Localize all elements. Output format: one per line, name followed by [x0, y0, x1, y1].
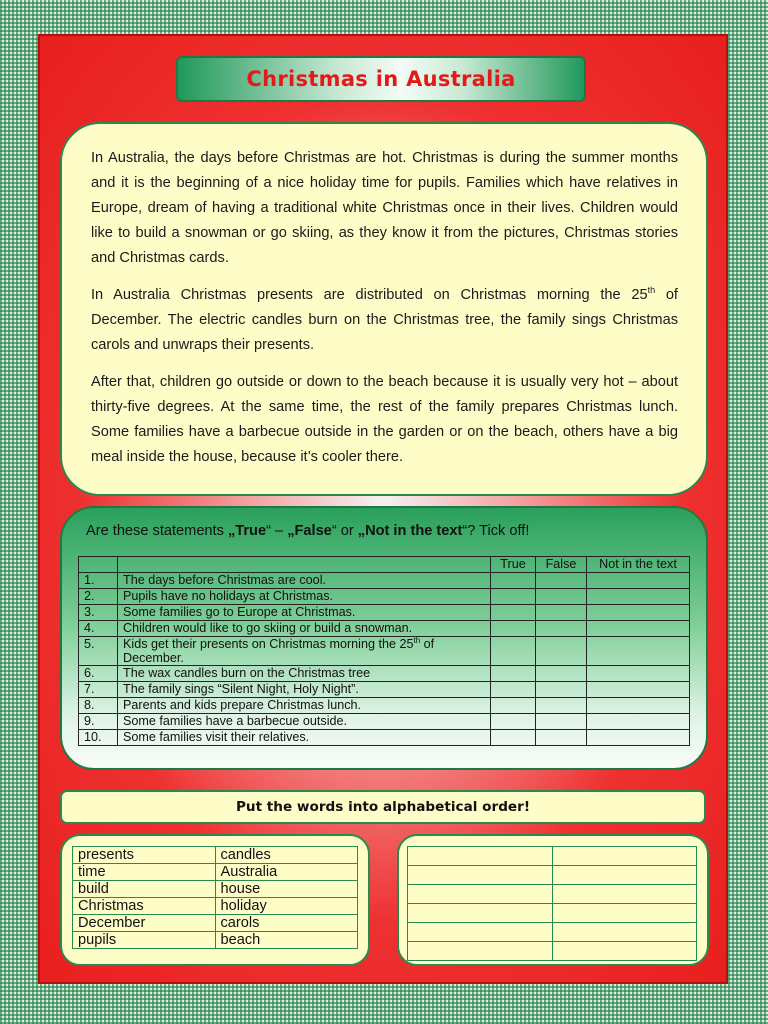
word-cell: holiday: [215, 898, 358, 915]
row-number: 3.: [79, 605, 118, 621]
quiz-sep-1: “ –: [266, 523, 288, 539]
quiz-sep-2: “ or: [331, 523, 358, 539]
false-cell[interactable]: [536, 637, 587, 666]
table-row: [79, 730, 690, 746]
row-statement: Some families go to Europe at Christmas.: [118, 605, 491, 621]
word-cell: Christmas: [73, 898, 216, 915]
reading-text-box: [60, 122, 708, 496]
answer-cell[interactable]: [408, 847, 553, 866]
answer-cell[interactable]: [552, 847, 697, 866]
row-statement: Parents and kids prepare Christmas lunch.: [118, 698, 491, 714]
table-row: [79, 714, 690, 730]
word-row: [73, 932, 358, 949]
answer-row: [408, 942, 697, 961]
not-in-text-cell[interactable]: [587, 637, 690, 666]
not-in-text-cell[interactable]: [587, 573, 690, 589]
page-title: Christmas in Australia: [246, 67, 516, 91]
alphabetical-instruction: Put the words into alphabetical order!: [235, 799, 531, 815]
word-cell: Australia: [215, 864, 358, 881]
word-cell: December: [73, 915, 216, 932]
paragraph-2-superscript: th: [647, 285, 656, 296]
answer-cell[interactable]: [408, 866, 553, 885]
alphabetical-instruction-banner: [60, 790, 706, 824]
row-statement: Pupils have no holidays at Christmas.: [118, 589, 491, 605]
not-in-text-cell[interactable]: [587, 714, 690, 730]
quiz-instruction-start: Are these statements: [86, 523, 228, 539]
not-in-text-cell[interactable]: [587, 605, 690, 621]
row-number: 1.: [79, 573, 118, 589]
answer-row: [408, 847, 697, 866]
word-row: [73, 847, 358, 864]
paragraph-2-end: of December. The electric candles burn on the Christmas tree, the family sings Christmas carols and unwraps their presents.: [91, 287, 678, 353]
true-false-quiz-box: [60, 506, 708, 770]
false-cell[interactable]: [536, 730, 587, 746]
word-cell: time: [73, 864, 216, 881]
paragraph-1: In Australia, the days before Christmas are hot. Christmas is during the summer months and it is the beginning of a nice holiday time for pupils. Families which have relatives in Europe, dream of having a traditional white Christmas once in their lives. Children would like to build a snowman or go skiing, as they know it from the pictures, Christmas stories and Christmas cards.: [91, 150, 678, 266]
false-cell[interactable]: [536, 605, 587, 621]
row-statement: The wax candles burn on the Christmas tree: [118, 666, 491, 682]
not-in-text-cell[interactable]: [587, 621, 690, 637]
false-cell[interactable]: [536, 621, 587, 637]
word-cell: pupils: [73, 932, 216, 949]
header-statement: [118, 557, 491, 573]
table-row: [79, 682, 690, 698]
table-row: [79, 698, 690, 714]
table-row: [79, 621, 690, 637]
false-cell[interactable]: [536, 714, 587, 730]
answer-row: [408, 885, 697, 904]
false-cell[interactable]: [536, 698, 587, 714]
true-cell[interactable]: [491, 666, 536, 682]
row-statement: The days before Christmas are cool.: [118, 573, 491, 589]
word-list-box: [60, 834, 370, 966]
row-number: 9.: [79, 714, 118, 730]
answer-cell[interactable]: [552, 866, 697, 885]
row-statement: Some families have a barbecue outside.: [118, 714, 491, 730]
row-statement: Some families visit their relatives.: [118, 730, 491, 746]
header-not-in-text: Not in the text: [587, 557, 690, 573]
answer-cell[interactable]: [552, 923, 697, 942]
table-header-row: [79, 557, 690, 573]
row-number: 8.: [79, 698, 118, 714]
word-row: [73, 915, 358, 932]
paragraph-2-start: In Australia Christmas presents are distributed on Christmas morning the 25: [91, 287, 648, 303]
false-cell[interactable]: [536, 573, 587, 589]
answer-cell[interactable]: [552, 942, 697, 961]
row-number: 4.: [79, 621, 118, 637]
answer-row: [408, 866, 697, 885]
paragraph-2: [91, 283, 678, 358]
word-row: [73, 881, 358, 898]
answer-row: [408, 923, 697, 942]
word-cell: carols: [215, 915, 358, 932]
word-cell: build: [73, 881, 216, 898]
true-cell[interactable]: [491, 714, 536, 730]
not-in-text-cell[interactable]: [587, 682, 690, 698]
paragraph-3: After that, children go outside or down to the beach because it is usually very hot – about thirty-five degrees. At the same time, the rest of the family prepares Christmas lunch. Some families have a barbecue outside in the garden or on the beach, others have a big meal inside the house, because it’s cooler there.: [91, 374, 678, 465]
row-number: 10.: [79, 730, 118, 746]
row-number: 6.: [79, 666, 118, 682]
quiz-not-in-text-word: „Not in the text: [357, 523, 463, 539]
word-row: [73, 864, 358, 881]
word-cell: candles: [215, 847, 358, 864]
answer-cell[interactable]: [552, 885, 697, 904]
table-row: [79, 666, 690, 682]
row-number: 2.: [79, 589, 118, 605]
not-in-text-cell[interactable]: [587, 666, 690, 682]
true-false-table: [78, 556, 690, 746]
answer-cell[interactable]: [552, 904, 697, 923]
answer-box: [397, 834, 709, 966]
row-statement-superscript: th: [413, 635, 421, 645]
header-false: False: [536, 557, 587, 573]
row-number: 5.: [79, 637, 118, 666]
row-statement: [118, 637, 491, 666]
answer-table: [407, 846, 697, 961]
answer-cell[interactable]: [408, 923, 553, 942]
table-row: [79, 637, 690, 666]
row-statement: The family sings “Silent Night, Holy Night”.: [118, 682, 491, 698]
quiz-false-word: „False: [287, 523, 332, 539]
not-in-text-cell[interactable]: [587, 730, 690, 746]
answer-cell[interactable]: [408, 885, 553, 904]
answer-cell[interactable]: [408, 942, 553, 961]
worksheet-page: [38, 34, 728, 984]
true-cell[interactable]: [491, 730, 536, 746]
answer-cell[interactable]: [408, 904, 553, 923]
table-row: [79, 605, 690, 621]
answer-row: [408, 904, 697, 923]
word-row: [73, 898, 358, 915]
quiz-instruction-end: “? Tick off!: [462, 523, 530, 539]
header-true: True: [491, 557, 536, 573]
quiz-instruction: [86, 523, 529, 539]
header-number: [79, 557, 118, 573]
true-cell[interactable]: [491, 589, 536, 605]
true-cell[interactable]: [491, 573, 536, 589]
true-cell[interactable]: [491, 605, 536, 621]
row-number: 7.: [79, 682, 118, 698]
true-cell[interactable]: [491, 637, 536, 666]
title-banner: [176, 56, 586, 102]
not-in-text-cell[interactable]: [587, 698, 690, 714]
table-row: [79, 589, 690, 605]
not-in-text-cell[interactable]: [587, 589, 690, 605]
word-cell: presents: [73, 847, 216, 864]
false-cell[interactable]: [536, 589, 587, 605]
true-cell[interactable]: [491, 621, 536, 637]
row-statement-end: of December.: [123, 637, 435, 665]
word-cell: house: [215, 881, 358, 898]
quiz-true-word: „True: [227, 523, 267, 539]
false-cell[interactable]: [536, 666, 587, 682]
row-statement-start: Kids get their presents on Christmas morning the 25: [123, 637, 414, 651]
word-list-table: [72, 846, 358, 949]
true-cell[interactable]: [491, 682, 536, 698]
table-row: [79, 573, 690, 589]
true-cell[interactable]: [491, 698, 536, 714]
row-statement: Children would like to go skiing or build a snowman.: [118, 621, 491, 637]
word-cell: beach: [215, 932, 358, 949]
false-cell[interactable]: [536, 682, 587, 698]
